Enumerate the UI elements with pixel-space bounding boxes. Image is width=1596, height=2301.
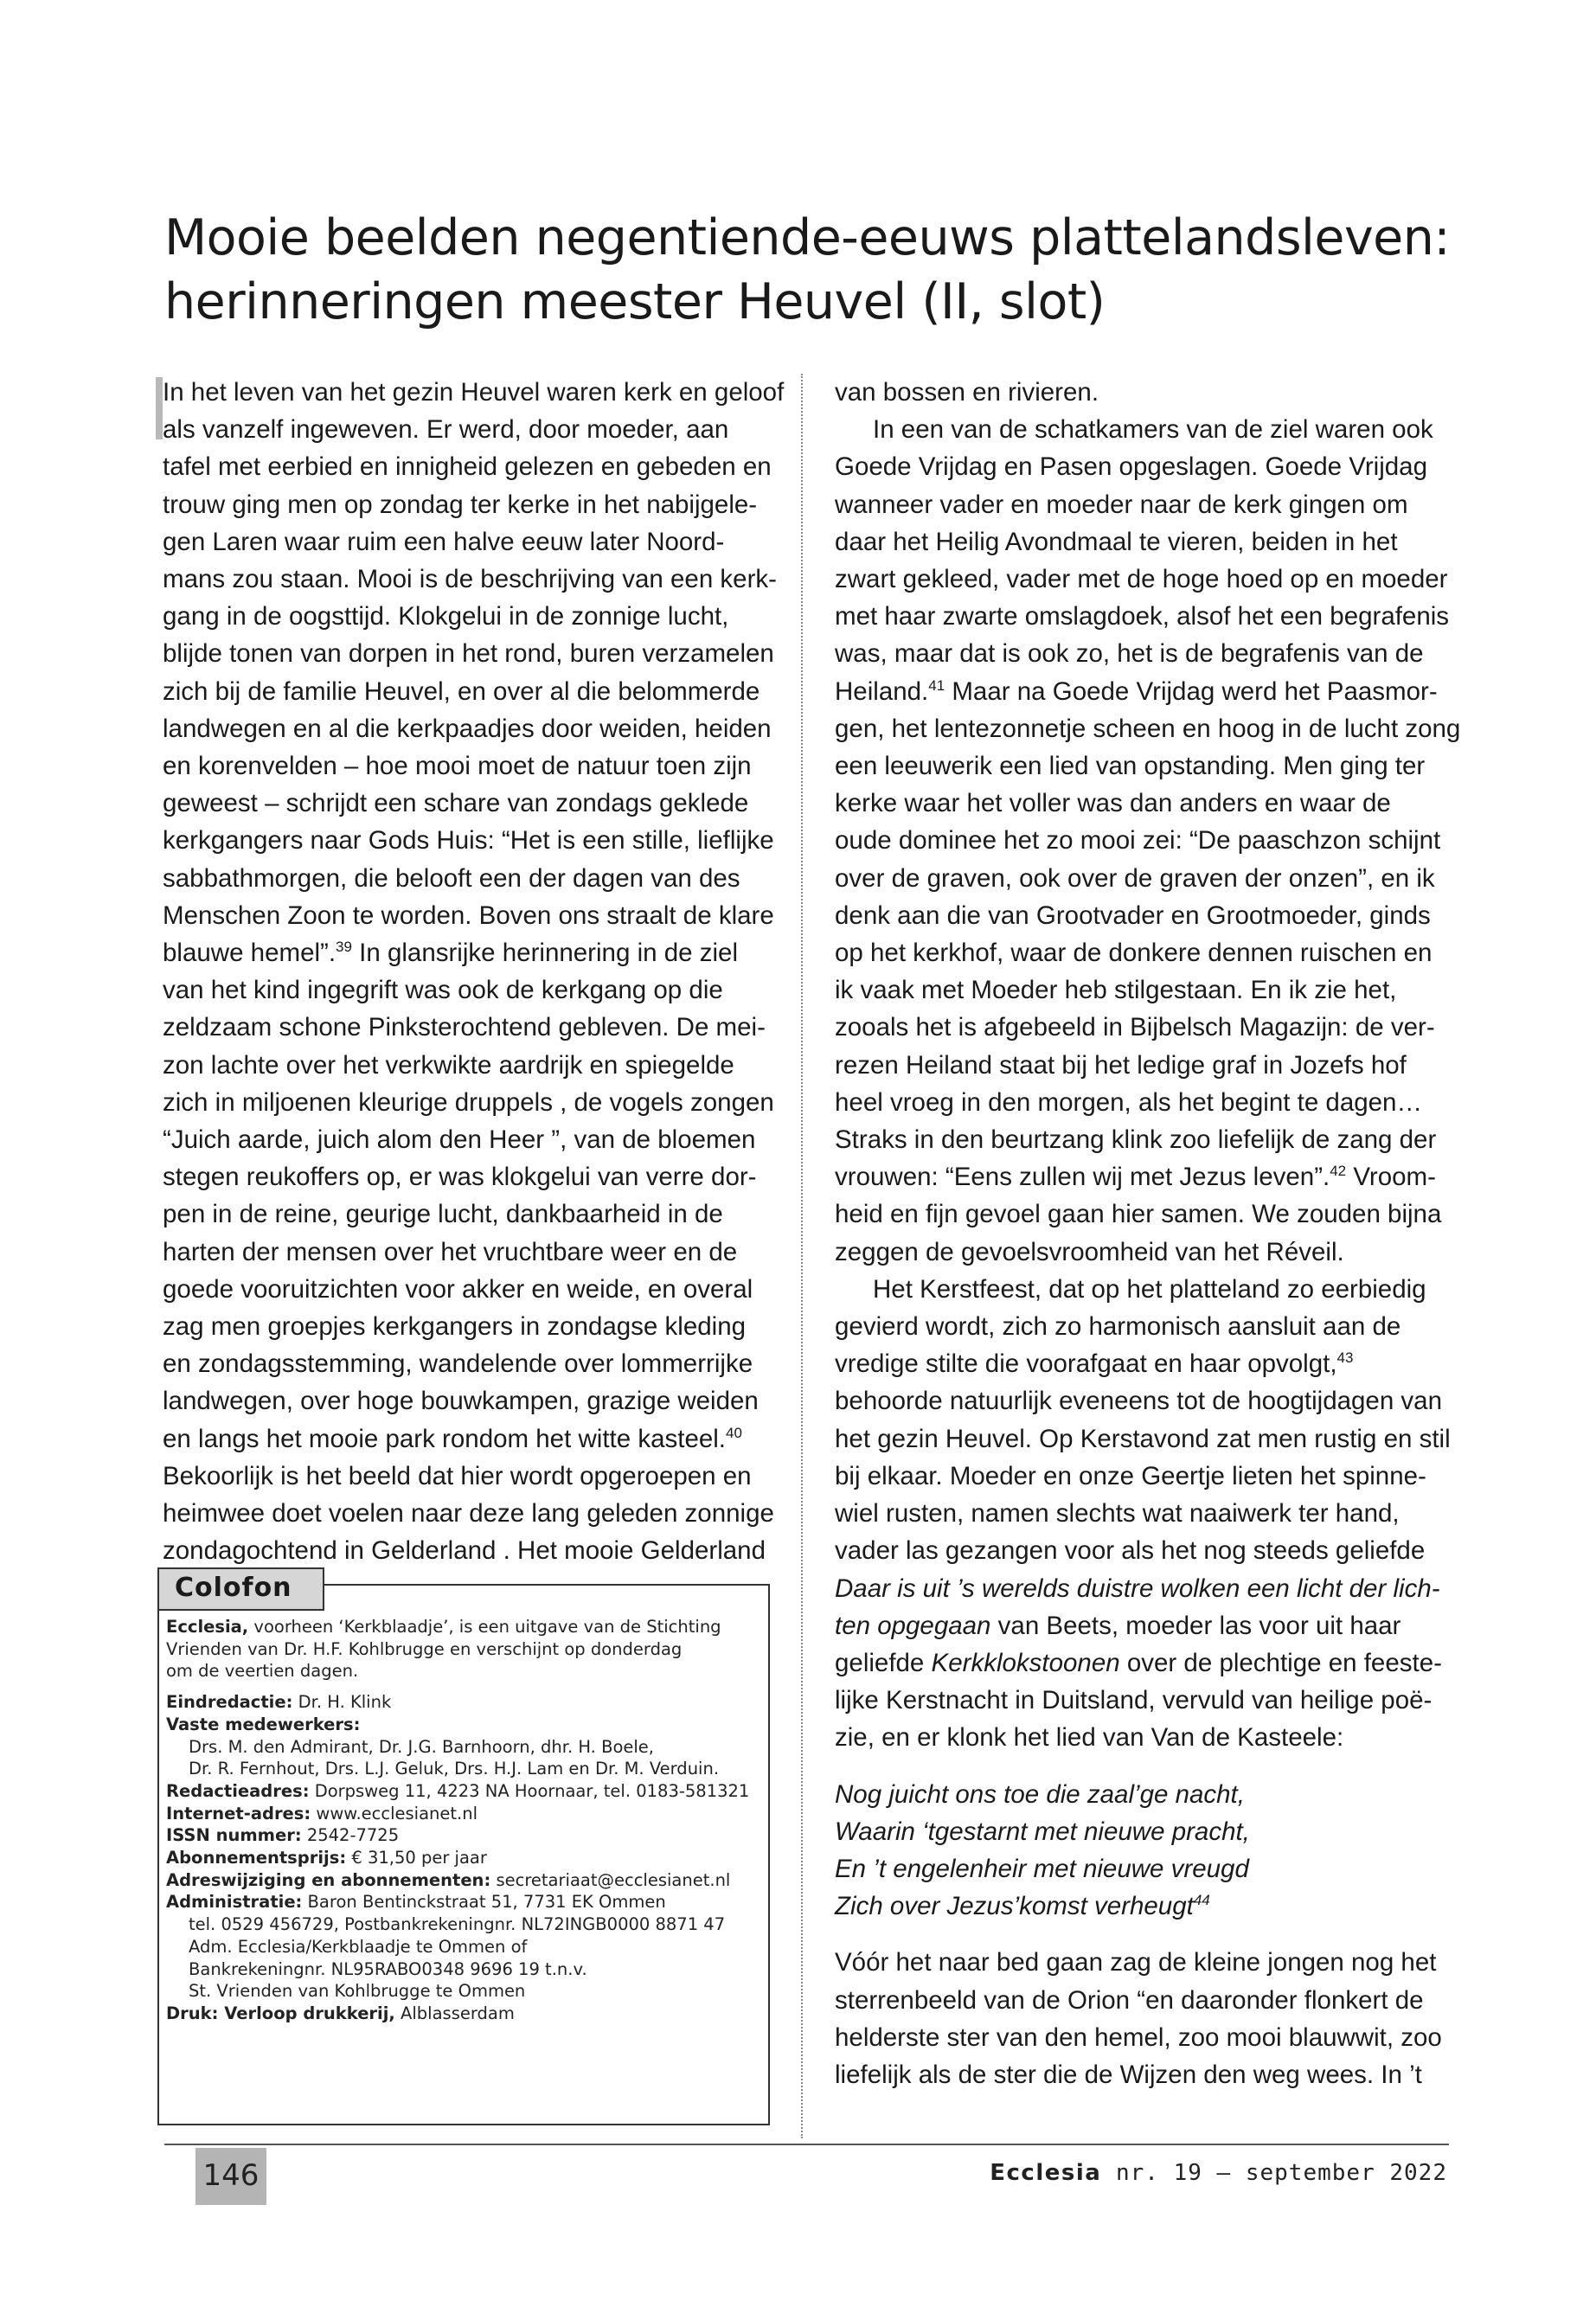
- colofon-line: [166, 2003, 763, 2025]
- text-fragment: In glansrijke herinnering in de ziel: [351, 939, 738, 968]
- colofon-label: Ecclesia,: [166, 1617, 249, 1637]
- text-line: liefelijk als de ster die de Wijzen den weg wees. In ’t: [835, 2060, 1422, 2089]
- colofon-line: Vrienden van Dr. H.F. Kohlbrugge en verschijnt op donderdag: [166, 1638, 683, 1659]
- text-line: behoorde natuurlijk eveneens tot de hoogtijdagen van: [835, 1387, 1442, 1416]
- text-line: kerkgangers naar Gods Huis: “Het is een stille, lieflijke: [163, 826, 774, 856]
- text-line: stegen reukoffers op, er was klokgelui van verre dor-: [163, 1163, 757, 1192]
- poem-line: Waarin ‘tgestarnt met nieuwe pracht,: [835, 1817, 1250, 1846]
- text-line: mans zou staan. Mooi is de beschrijving van een kerk-: [163, 565, 777, 594]
- text-line: zag men groepjes kerkgangers in zondagse kleding: [163, 1312, 747, 1342]
- text-fragment: ten opgegaan: [835, 1611, 991, 1640]
- text-line: met haar zwarte omslagdoek, alsof het een begrafenis: [835, 602, 1450, 631]
- footnote-ref: 41: [928, 676, 945, 694]
- colofon-line: Drs. M. den Admirant, Dr. J.G. Barnhoorn, dhr. H. Boele,: [189, 1736, 655, 1757]
- text-line: vader las gezangen voor als het nog steeds geliefde: [835, 1536, 1426, 1566]
- colofon-label: Vaste medewerkers:: [166, 1714, 361, 1734]
- title-line-2: herinneringen meester Heuvel (II, slot): [164, 273, 1106, 330]
- text-line: “Juich aarde, juich alom den Heer ”, van de bloemen: [163, 1125, 756, 1155]
- text-line: Het Kerstfeest, dat op het platteland zo eerbiedig: [873, 1274, 1426, 1304]
- colofon-text: Dr. H. Klink: [292, 1692, 392, 1713]
- text-line: sabbathmorgen, die belooft een der dagen van des: [163, 863, 740, 893]
- text-fragment: Heiland.: [835, 676, 929, 706]
- colofon-label: Internet-adres:: [166, 1803, 311, 1823]
- colofon-text: Alblasserdam: [394, 2003, 515, 2023]
- text-fragment: Vroom-: [1346, 1163, 1436, 1192]
- colofon-line: [166, 1824, 763, 1847]
- text-line: als vanzelf ingeweven. Er werd, door moeder, aan: [163, 415, 729, 445]
- text-fragment: vrouwen: “Eens zullen wij met Jezus leven”.: [835, 1163, 1330, 1192]
- poem-line: [835, 1888, 1453, 1925]
- text-line: zeldzaam schone Pinksterochtend gebleven. De mei-: [163, 1013, 766, 1042]
- article-title: [164, 206, 1479, 334]
- text-line: heid en fijn gevoel gaan hier samen. We zouden bijna: [835, 1200, 1442, 1229]
- magazine-name: Ecclesia: [990, 2160, 1102, 2186]
- text-line: zeggen de gevoelsvroomheid van het Réveil.: [835, 1237, 1344, 1266]
- colofon-label: ISSN nummer:: [166, 1825, 302, 1846]
- footnote-ref: 42: [1330, 1163, 1347, 1180]
- text-line: pen in de reine, geurige lucht, dankbaarheid in de: [163, 1200, 723, 1229]
- colofon-label: Redactieadres:: [166, 1780, 310, 1801]
- text-line: [835, 1345, 1453, 1382]
- colofon-label: Administratie:: [166, 1892, 303, 1913]
- spacer: [835, 1925, 1453, 1944]
- text-line: landwegen, over hoge bouwkampen, grazige weiden: [163, 1387, 759, 1416]
- text-line: gevierd wordt, zich zo harmonisch aansluit aan de: [835, 1312, 1401, 1342]
- text-line: zwart gekleed, vader met de hoge hoed op en moeder: [835, 565, 1448, 594]
- text-line: helderste ster van den hemel, zoo mooi blauwwit, zoo: [835, 2022, 1442, 2052]
- text-line: op het kerkhof, waar de donkere dennen ruischen en: [835, 939, 1433, 968]
- colofon-line: [166, 1869, 763, 1892]
- colofon-line: [166, 1714, 763, 1736]
- text-fragment: Kerkklokstoonen: [931, 1648, 1120, 1677]
- text-fragment: en langs het mooie park rondom het witte kasteel.: [163, 1424, 727, 1453]
- colofon-line: [166, 1847, 763, 1869]
- text-line: geweest – schrijdt een schare van zondags geklede: [163, 789, 749, 818]
- text-line: gen, het lentezonnetje scheen en hoog in de lucht zong: [835, 714, 1461, 743]
- text-line: wiel rusten, namen slechts wat naaiwerk ter hand,: [835, 1499, 1400, 1529]
- text-line: zich in miljoenen kleurige druppels , de vogels zongen: [163, 1087, 774, 1117]
- text-line: zie, en er klonk het lied van Van de Kasteele:: [835, 1723, 1344, 1753]
- colofon-line: [166, 1891, 763, 1913]
- colofon-line: Dr. R. Fernhout, Drs. L.J. Geluk, Drs. H.J. Lam en Dr. M. Verduin.: [189, 1759, 720, 1779]
- text-line: sterrenbeeld van de Orion “en daaronder flonkert de: [835, 1985, 1424, 2015]
- colofon-label: Eindredactie:: [166, 1692, 293, 1713]
- text-fragment: Maar na Goede Vrijdag werd het Paasmor-: [945, 676, 1438, 706]
- text-line: oude dominee het zo mooi zei: “De paaschzon schijnt: [835, 826, 1441, 856]
- issue-text: nr. 19 — september 2022: [1101, 2160, 1447, 2186]
- text-line: [163, 934, 777, 971]
- text-line: zooals het is afgebeeld in Bijbelsch Magazijn: de ver-: [835, 1013, 1435, 1042]
- text-fragment: geliefde: [835, 1648, 932, 1677]
- text-line: en zondagsstemming, wandelende over lommerrijke: [163, 1349, 753, 1379]
- initial-marker: [156, 377, 163, 439]
- colofon-line: St. Vrienden van Kohlbrugge te Ommen: [189, 1981, 526, 2002]
- text-line: bij elkaar. Moeder en onze Geertje lieten het spinne-: [835, 1461, 1426, 1490]
- text-line: denk aan die van Grootvader en Grootmoeder, ginds: [835, 901, 1431, 930]
- text-fragment: over de plechtige en feeste-: [1119, 1648, 1442, 1677]
- text-line: gen Laren waar ruim een halve eeuw later Noord-: [163, 527, 725, 556]
- text-line: landwegen en al die kerkpaadjes door weiden, heiden: [163, 714, 772, 743]
- text-line: van bossen en rivieren.: [835, 378, 1099, 407]
- text-line: [835, 673, 1453, 710]
- footnote-ref: 43: [1336, 1349, 1354, 1367]
- text-fragment: Zich over Jezus’komst verheugt: [835, 1892, 1194, 1921]
- text-line: zondagochtend in Gelderland . Het mooie Gelderland: [163, 1536, 766, 1566]
- colofon-label: Druk: Verloop drukkerij,: [166, 2003, 395, 2023]
- page-number: 146: [195, 2148, 266, 2205]
- text-line: van het kind ingegrift was ook de kerkgang op die: [163, 976, 723, 1005]
- text-line: In een van de schatkamers van de ziel waren ook: [873, 415, 1433, 445]
- text-line: zich bij de familie Heuvel, en over al die belommerde: [163, 676, 760, 706]
- text-line: Vóór het naar bed gaan zag de kleine jongen nog het: [835, 1948, 1437, 1977]
- left-column: [163, 374, 785, 1570]
- text-line: over de graven, ook over de graven der onzen”, en ik: [835, 863, 1435, 893]
- colofon-text: secretariaat@ecclesianet.nl: [490, 1869, 731, 1890]
- text-line: tafel met eerbied en innigheid gelezen en gebeden en: [163, 452, 772, 482]
- text-line: Menschen Zoon te worden. Boven ons straalt de klare: [163, 901, 774, 930]
- footnote-ref: 44: [1193, 1892, 1210, 1909]
- colofon-label: Abonnementsprijs:: [166, 1848, 347, 1868]
- text-line: kerke waar het voller was dan anders en waar de: [835, 789, 1391, 818]
- colofon-line: tel. 0529 456729, Postbankrekeningnr. NL72INGB0000 8871 47: [189, 1914, 726, 1935]
- spacer: [166, 1682, 763, 1691]
- spacer: [835, 1757, 1453, 1776]
- colofon-heading: Colofon: [157, 1567, 324, 1611]
- text-line: gang in de oogsttijd. Klokgelui in de zonnige lucht,: [163, 602, 729, 631]
- colofon-text: 2542-7725: [301, 1825, 400, 1846]
- text-line: het gezin Heuvel. Op Kerstavond zat men rustig en stil: [835, 1424, 1451, 1453]
- text-line: [835, 1158, 1453, 1195]
- colofon-text: Baron Bentinckstraat 51, 7731 EK Ommen: [302, 1892, 666, 1913]
- text-line: Straks in den beurtzang klink zoo liefelijk de zang der: [835, 1125, 1437, 1155]
- text-line: harten der mensen over het vruchtbare weer en de: [163, 1237, 738, 1266]
- colofon-line: om de veertien dagen.: [166, 1661, 359, 1682]
- colofon-line: [166, 1616, 763, 1638]
- column-divider: [801, 374, 803, 2138]
- footer-issue: [990, 2156, 1447, 2190]
- text-line: Goede Vrijdag en Pasen opgeslagen. Goede Vrijdag: [835, 452, 1427, 482]
- colofon-text: Dorpsweg 11, 4223 NA Hoornaar, tel. 0183-581321: [309, 1780, 750, 1801]
- colofon-line: Bankrekeningnr. NL95RABO0348 9696 19 t.n.v.: [189, 1958, 587, 1979]
- right-column: [835, 374, 1461, 2093]
- text-line: wanneer vader en moeder naar de kerk gingen om: [835, 490, 1408, 519]
- poem-line: Nog juicht ons toe die zaal’ge nacht,: [835, 1779, 1245, 1809]
- text-line: heimwee doet voelen naar deze lang geleden zonnige: [163, 1499, 774, 1529]
- text-line: Daar is uit ’s werelds duistre wolken een licht der lich-: [835, 1574, 1440, 1603]
- text-line: [163, 1420, 777, 1458]
- text-line: daar het Heilig Avondmaal te vieren, beiden in het: [835, 527, 1398, 556]
- colofon-line: Adm. Ecclesia/Kerkblaadje te Ommen of: [189, 1936, 528, 1957]
- text-fragment: vredige stilte die voorafgaat en haar opvolgt,: [835, 1349, 1337, 1379]
- colofon-text: www.ecclesianet.nl: [311, 1803, 478, 1823]
- text-fragment: van Beets, moeder las voor uit haar: [990, 1611, 1401, 1640]
- text-line: [835, 1644, 1453, 1682]
- text-line: blijde tonen van dorpen in het rond, buren verzamelen: [163, 639, 774, 669]
- text-line: was, maar dat is ook zo, het is de begrafenis van de: [835, 639, 1424, 669]
- text-line: [835, 1607, 1453, 1644]
- text-line: heel vroeg in den morgen, als het begint te dagen…: [835, 1087, 1422, 1117]
- colofon-label: Adreswijziging en abonnementen:: [166, 1869, 491, 1890]
- text-line: zon lachte over het verkwikte aardrijk en spiegelde: [163, 1050, 734, 1080]
- text-line: een leeuwerik een lied van opstanding. Men ging ter: [835, 752, 1426, 781]
- text-line: trouw ging men op zondag ter kerke in het nabijgele-: [163, 490, 758, 519]
- colofon-line: [166, 1780, 763, 1803]
- text-line: en korenvelden – hoe mooi moet de natuur toen zijn: [163, 752, 752, 781]
- colofon-line: [166, 1691, 763, 1714]
- colofon-line: [166, 1803, 763, 1825]
- text-line: rezen Heiland staat bij het ledige graf in Jozefs hof: [835, 1050, 1407, 1080]
- title-line-1: Mooie beelden negentiende-eeuws plattelandsleven:: [164, 209, 1451, 266]
- text-line: ik vaak met Moeder heb stilgestaan. En ik zie het,: [835, 976, 1397, 1005]
- text-fragment: blauwe hemel”.: [163, 939, 337, 968]
- text-line: Bekoorlijk is het beeld dat hier wordt opgeroepen en: [163, 1461, 752, 1490]
- text-line: goede vooruitzichten voor akker en weide, en overal: [163, 1274, 753, 1304]
- text-line: In het leven van het gezin Heuvel waren kerk en geloof: [163, 378, 785, 407]
- footnote-ref: 40: [726, 1424, 742, 1441]
- colofon-text: € 31,50 per jaar: [346, 1848, 487, 1868]
- text-line: lijke Kerstnacht in Duitsland, vervuld van heilige poë-: [835, 1686, 1433, 1715]
- colofon-text: voorheen ‘Kerkblaadje’, is een uitgave van de Stichting: [248, 1617, 721, 1637]
- footer-rule: [164, 2144, 1449, 2145]
- footnote-ref: 39: [336, 939, 352, 956]
- colofon-content: [166, 1616, 763, 2025]
- poem-line: En ’t engelenheir met nieuwe vreugd: [835, 1854, 1249, 1883]
